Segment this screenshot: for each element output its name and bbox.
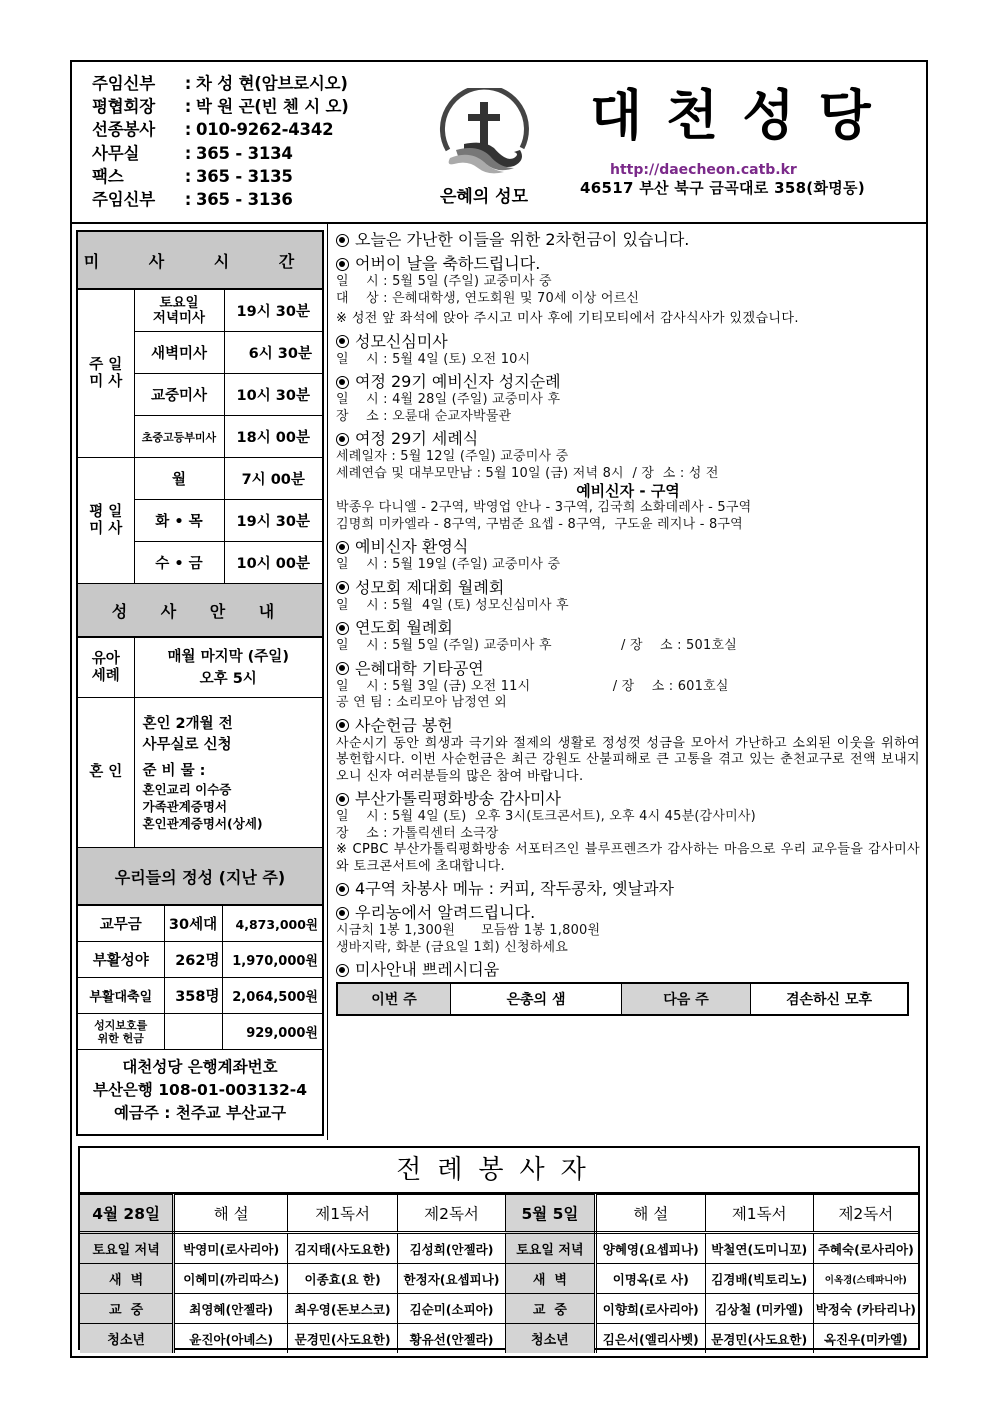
server-name: 김은서(엘리사벳): [595, 1324, 705, 1354]
notice-title-text: 4구역 차봉사 메뉴 : 커피, 작두콩차, 옛날과자: [355, 879, 675, 898]
offering-count: 262명: [164, 942, 222, 978]
contact-info-list: [92, 72, 349, 211]
offering-row: [78, 978, 322, 1014]
notice-cpbc: [336, 789, 920, 875]
weekday-mass-label: [78, 458, 134, 584]
notice-line: 일 시 : 5월 5일 (주일) 교중미사 후 / 장 소 : 501호실: [336, 638, 737, 653]
notice-line: 일 시 : 5월 4일 (토) 오전 10시: [336, 351, 531, 367]
mass-name: 수 • 금: [134, 542, 224, 584]
this-week-value: 은총의 샘: [451, 983, 622, 1015]
server-name: 김경배(빅토리노): [705, 1264, 813, 1294]
info-row-fax: [92, 165, 349, 188]
notice-praesidium: [336, 960, 920, 1016]
mass-name: 토요일 저녁미사: [134, 290, 224, 332]
prep-title: 준 비 물 :: [142, 762, 206, 779]
notice-line: 시금치 1봉 1,300원 모듬쌈 1봉 1,800원: [336, 923, 601, 938]
role-header: 해 설: [595, 1195, 705, 1233]
notice-line: 공 연 팀 : 소리모아 남정연 외: [336, 695, 507, 710]
notice-line: 김명희 미카엘라 - 8구역, 구범준 요셉 - 8구역, 구도윤 레지나 - 8구역: [336, 516, 743, 532]
bulletin-page: [70, 60, 928, 1358]
info-label: 사무실: [92, 143, 140, 163]
radio-bullet-icon: [336, 335, 349, 348]
mass-time: 7시 00분: [224, 458, 322, 500]
guide-row: [337, 983, 908, 1015]
notice-line: 세례연습 및 대부모만남 : 5월 10일 (금) 저녁 8시 / 장 소 : 성 전: [336, 465, 719, 481]
liturgy-servers-table: [80, 1194, 918, 1353]
liturgy-servers-section: [78, 1146, 920, 1350]
server-name: 한정자(요셉피나): [398, 1264, 506, 1294]
notice-lenten-offering: [336, 716, 920, 786]
mass-time: 18시 00분: [224, 416, 322, 458]
radio-bullet-icon: [336, 793, 349, 806]
notice-second-collection: [336, 230, 920, 250]
server-name: 황유선(안젤라): [398, 1324, 506, 1354]
servers-row: [80, 1324, 918, 1354]
radio-bullet-icon: [336, 719, 349, 732]
marriage-label: 혼 인: [78, 698, 134, 848]
notice-title: [336, 960, 920, 980]
notice-line: 생바지락, 화분 (금요일 1회) 신청하세요: [336, 939, 569, 955]
offerings-table: [78, 905, 322, 1050]
notice-title: [336, 254, 920, 274]
notice-paragraph: 사순시기 동안 희생과 극기와 절제의 생활로 정성껏 성금을 모아서 가난하고 소외된 이웃을 위하여 봉헌합시다. 이번 사순헌금은 최근 강원도 산불피해로 큰 고통을 겪고 있는 춘천교구로 전액 보내지오니 신자 여러분들의 많은 참여 바랍니다.: [336, 735, 920, 784]
info-line: 사무실로 신청: [142, 736, 232, 753]
notice-note: ※ 성전 앞 좌석에 앉아 주시고 미사 후에 기티모티에서 감사식사가 있겠습니다.: [336, 311, 799, 326]
offering-row: [78, 906, 322, 942]
mass-row: [78, 290, 322, 332]
info-row-pastor-phone: [92, 188, 349, 211]
info-label: 평협회장: [92, 97, 155, 117]
date-cell: 4월 28일: [80, 1195, 174, 1233]
row-label: 새 벽: [80, 1264, 174, 1294]
notice-title: [336, 618, 920, 638]
mass-name: 초중고등부미사: [134, 416, 224, 458]
notice-title: [336, 537, 920, 557]
offering-amount: 929,000원: [222, 1014, 322, 1050]
info-separator: :: [184, 166, 192, 186]
notice-title-text: 미사안내 쁘레시디움: [355, 960, 500, 979]
notice-line: 일 시 : 5월 3일 (금) 오전 11시 / 장 소 : 601호실: [336, 678, 729, 694]
bank-account-holder: 예금주 : 천주교 부산교구: [113, 1104, 287, 1122]
notice-title: [336, 578, 920, 598]
marriage-info: [134, 698, 322, 848]
this-week-label: 이번 주: [337, 983, 451, 1015]
notice-guitar: [336, 659, 920, 712]
notice-line: 세례일자 : 5월 12일 (주일) 교중미사 중: [336, 449, 569, 464]
notice-title-text: 오늘은 가난한 이들을 위한 2차헌금이 있습니다.: [355, 230, 690, 249]
offering-label: 교무금: [78, 906, 164, 942]
server-name: 김지태(사도요한): [288, 1233, 398, 1264]
offering-row: [78, 1014, 322, 1050]
info-row-funeral: [92, 118, 349, 141]
notice-altar-guild: [336, 578, 920, 615]
radio-bullet-icon: [336, 964, 349, 977]
row-label: 새 벽: [505, 1264, 595, 1294]
offerings-heading: 우리들의 정성 (지난 주): [78, 848, 322, 905]
server-name: 주혜숙(로사리아): [813, 1233, 918, 1264]
mass-time: 19시 30분: [224, 290, 322, 332]
offering-row: [78, 942, 322, 978]
row-label: 토요일 저녁: [505, 1233, 595, 1264]
server-name: 문경민(사도요한): [288, 1324, 398, 1354]
catechumen-subtitle: 예비신자 - 구역: [576, 482, 680, 500]
column-divider: [327, 224, 328, 1140]
info-row-pastor: [92, 72, 349, 95]
row-label: 교 중: [80, 1294, 174, 1324]
notice-title-text: 성모회 제대회 월례회: [355, 577, 505, 597]
info-value: 365 - 3136: [196, 190, 293, 210]
info-label: 주임신부: [92, 190, 155, 210]
church-logo: [424, 88, 544, 218]
praesidium-guide-table: [336, 982, 909, 1016]
mass-times-heading: 미 사 시 간: [78, 232, 322, 289]
notice-line: 일 시 : 5월 19일 (주일) 교중미사 중: [336, 557, 561, 572]
offering-label: 부활성야: [78, 942, 164, 978]
server-name: 박영미(로사리아): [174, 1233, 288, 1264]
logo-caption: 은혜의 성모: [439, 187, 529, 207]
notice-woorinong: [336, 903, 920, 956]
church-name-title: 대천성당: [590, 84, 895, 147]
notice-line: 일 시 : 5월 4일 (토) 성모신심미사 후: [336, 597, 569, 613]
server-name: 김순미(소피아): [398, 1294, 506, 1324]
offering-count: [164, 1014, 222, 1050]
offering-label: 부활대축일: [78, 978, 164, 1014]
next-week-label: 다음 주: [622, 983, 751, 1015]
servers-row: [80, 1233, 918, 1264]
radio-bullet-icon: [336, 907, 349, 920]
row-label: 청소년: [505, 1324, 595, 1354]
role-header: 제1독서: [288, 1195, 398, 1233]
info-separator: :: [184, 143, 192, 163]
notice-title: [336, 429, 920, 449]
info-row-council: [92, 95, 349, 118]
notice-line: 일 시 : 5월 4일 (토) 오후 3시(토크콘서트), 오후 4시 45분(감사미사): [336, 809, 756, 824]
notice-title: [336, 372, 920, 392]
label-line: 미 사: [89, 520, 123, 537]
bulletin-header: [72, 62, 926, 224]
infant-baptism-row: [78, 638, 322, 698]
server-name: 김상철 (미카엘): [705, 1294, 813, 1324]
role-header: 제1독서: [705, 1195, 813, 1233]
cross-wave-logo-icon: [434, 88, 534, 180]
role-header: 제2독서: [813, 1195, 918, 1233]
info-value: 010-9262-4342: [196, 120, 334, 140]
notice-pilgrimage: [336, 372, 920, 425]
radio-bullet-icon: [336, 662, 349, 675]
label-line: 유아: [91, 650, 120, 667]
notice-title: [336, 230, 920, 250]
notice-paragraph: ※ CPBC 부산가톨릭평화방송 서포터즈인 블루프렌즈가 감사하는 마음으로 우리 교우들을 감사미사와 토크콘서트에 초대합니다.: [336, 842, 920, 874]
bank-title: 대천성당 은행계좌번호: [122, 1058, 278, 1076]
mass-time: 10시 30분: [224, 374, 322, 416]
mass-row: [78, 458, 322, 500]
prep-item: 혼인관계증명서(상세): [142, 815, 263, 831]
notices-column: [336, 230, 920, 1020]
server-name: 문경민(사도요한): [705, 1324, 813, 1354]
radio-bullet-icon: [336, 234, 349, 247]
radio-bullet-icon: [336, 622, 349, 635]
offering-amount: 2,064,500원: [222, 978, 322, 1014]
mass-name: 월: [134, 458, 224, 500]
server-name: 양혜영(요셉피나): [595, 1233, 705, 1264]
bank-account-box: [78, 1050, 322, 1125]
notice-baptism: [336, 429, 920, 533]
server-name: 이종효(요 한): [288, 1264, 398, 1294]
radio-bullet-icon: [336, 541, 349, 554]
info-value: 365 - 3135: [196, 166, 293, 186]
mass-times-table: [78, 289, 322, 584]
date-cell: 5월 5일: [505, 1195, 595, 1233]
notice-title-text: 우리농에서 알려드립니다.: [355, 903, 536, 922]
notice-line: 일 시 : 5월 5일 (주일) 교중미사 중: [336, 274, 552, 289]
next-week-value: 겸손하신 모후: [751, 983, 909, 1015]
notice-line: 일 시 : 4월 28일 (주일) 교중미사 후: [336, 392, 561, 407]
info-value: 박 원 곤(빈 첸 시 오): [196, 97, 349, 117]
label-line: 주 일: [89, 356, 123, 373]
server-name: 박철연(도미니꼬): [705, 1233, 813, 1264]
marriage-row: [78, 698, 322, 848]
info-row-office: [92, 142, 349, 165]
info-line: 매월 마지막 (주일): [167, 648, 289, 665]
notice-title-text: 은혜대학 기타공연: [355, 658, 484, 678]
notice-line: 장 소 : 오륜대 순교자박물관: [336, 408, 512, 424]
info-value: 365 - 3134: [196, 143, 293, 163]
radio-bullet-icon: [336, 258, 349, 271]
prep-item: 혼인교리 이수증: [142, 781, 232, 797]
notice-title-text: 부산가톨릭평화방송 감사미사: [355, 789, 562, 808]
notice-title-text: 여정 29기 예비신자 성지순례: [355, 372, 561, 391]
notice-title: [336, 716, 920, 736]
mass-time: 10시 00분: [224, 542, 322, 584]
prep-item: 가족관계증명서: [142, 798, 228, 814]
server-name: 이명옥(로 사): [595, 1264, 705, 1294]
notice-tea-menu: [336, 879, 920, 899]
info-separator: :: [184, 120, 192, 140]
radio-bullet-icon: [336, 433, 349, 446]
infant-baptism-label: [78, 638, 134, 698]
mass-time: 6시 30분: [224, 332, 322, 374]
info-label: 선종봉사: [92, 120, 155, 140]
notice-title-text: 예비신자 환영식: [355, 537, 469, 556]
row-label: 토요일 저녁: [80, 1233, 174, 1264]
servers-header-row: [80, 1195, 918, 1233]
info-label: 주임신부: [92, 74, 155, 93]
radio-bullet-icon: [336, 883, 349, 896]
server-name: 옥진우(미카엘): [813, 1324, 918, 1354]
notice-prayer-group: [336, 618, 920, 655]
offering-count: 30세대: [164, 906, 222, 942]
liturgy-servers-title: 전례봉사자: [80, 1148, 918, 1194]
notice-line: 대 상 : 은혜대학생, 연도회원 및 70세 이상 어르신: [336, 290, 640, 306]
info-separator: :: [184, 190, 192, 210]
info-value: 차 성 현(암브로시오): [196, 74, 348, 93]
server-name: 김성희(안젤라): [398, 1233, 506, 1264]
radio-bullet-icon: [336, 581, 349, 594]
mass-time: 19시 30분: [224, 500, 322, 542]
notice-title-text: 성모신심미사: [355, 331, 448, 351]
infant-baptism-info: [134, 638, 322, 698]
row-label: 청소년: [80, 1324, 174, 1354]
mass-name: 교중미사: [134, 374, 224, 416]
notice-title: [336, 879, 920, 899]
radio-bullet-icon: [336, 376, 349, 389]
server-name: 이혜미(까리따스): [174, 1264, 288, 1294]
notice-title-text: 연도회 월례회: [355, 618, 453, 637]
server-name: 박정숙 (카타리나): [813, 1294, 918, 1324]
left-sidebar: [76, 230, 324, 1136]
row-label: 교 중: [505, 1294, 595, 1324]
label-line: 미 사: [89, 373, 123, 390]
sunday-mass-label: [78, 290, 134, 458]
info-line: 오후 5시: [199, 670, 257, 687]
notice-title: [336, 903, 920, 923]
info-separator: :: [184, 74, 192, 93]
notice-line: 박종우 다니엘 - 2구역, 박영업 안나 - 3구역, 김국희 소화데레사 - 5구역: [336, 500, 752, 515]
offering-label: 성지보호를 위한 헌금: [78, 1014, 164, 1050]
mass-name: 화 • 목: [134, 500, 224, 542]
sacraments-table: [78, 637, 322, 848]
offering-amount: 1,970,000원: [222, 942, 322, 978]
notice-title-text: 어버이 날을 축하드립니다.: [355, 254, 541, 273]
notice-title: [336, 789, 920, 809]
role-header: 해 설: [174, 1195, 288, 1233]
notice-title-text: 사순헌금 봉헌: [355, 715, 453, 735]
notice-marian-mass: [336, 332, 920, 369]
servers-row: [80, 1264, 918, 1294]
server-name: 최영혜(안젤라): [174, 1294, 288, 1324]
bank-account-number: 부산은행 108-01-003132-4: [92, 1081, 307, 1099]
info-separator: :: [184, 97, 192, 117]
church-address: 46517 부산 북구 금곡대로 358(화명동): [580, 179, 865, 197]
label-line: 평 일: [89, 503, 123, 520]
notice-title: [336, 332, 920, 352]
mass-name: 새벽미사: [134, 332, 224, 374]
server-name: 최우영(돈보스코): [288, 1294, 398, 1324]
notice-title-text: 여정 29기 세례식: [355, 429, 479, 448]
info-line: 혼인 2개월 전: [142, 715, 233, 732]
label-line: 세례: [91, 667, 120, 684]
church-url-link[interactable]: http://daecheon.catb.kr: [610, 162, 797, 178]
role-header: 제2독서: [398, 1195, 506, 1233]
offering-amount: 4,873,000원: [222, 906, 322, 942]
server-name: 이향희(로사리아): [595, 1294, 705, 1324]
offering-count: 358명: [164, 978, 222, 1014]
sacraments-heading: 성 사 안 내: [78, 584, 322, 637]
server-name: 윤진아(아녜스): [174, 1324, 288, 1354]
notice-welcome: [336, 537, 920, 574]
info-label: 팩스: [92, 166, 124, 186]
notice-parents-day: [336, 254, 920, 328]
servers-row: [80, 1294, 918, 1324]
notice-line: 장 소 : 가톨릭센터 소극장: [336, 825, 499, 841]
notice-title: [336, 659, 920, 679]
server-name: 이옥경(스테파니아): [813, 1264, 918, 1294]
